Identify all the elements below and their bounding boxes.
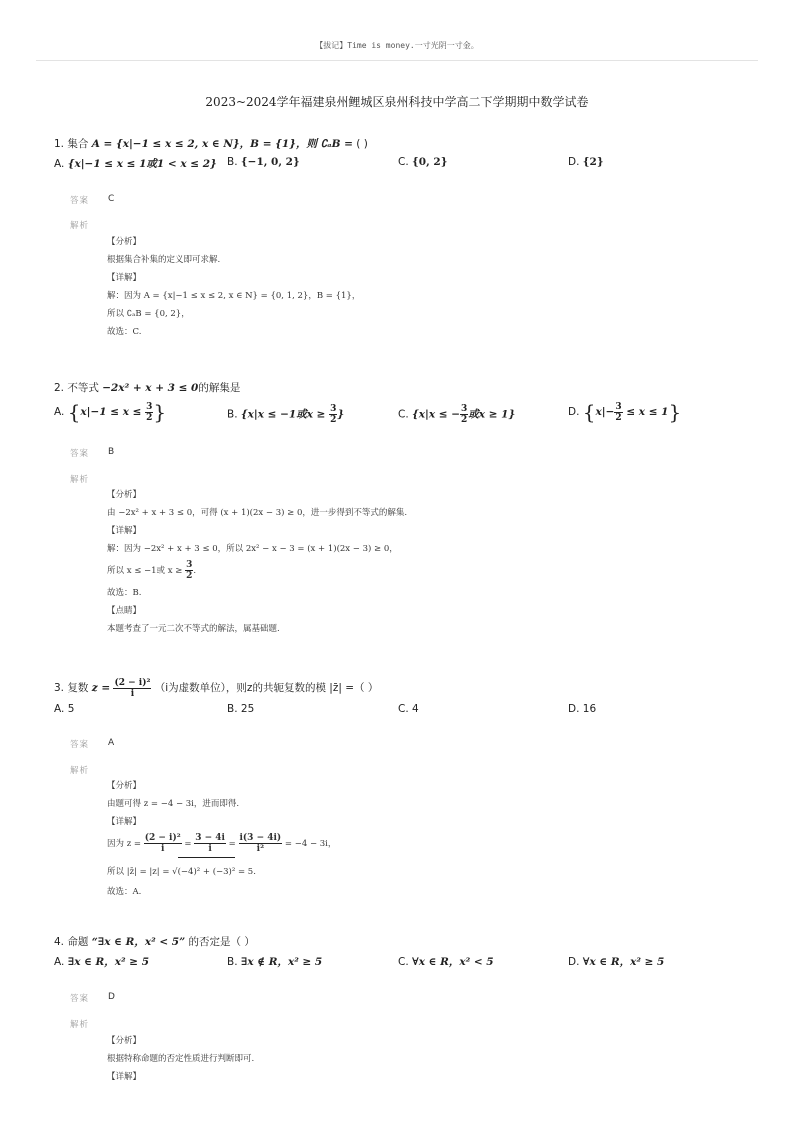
option-b: B. 25 [227, 703, 255, 715]
options [54, 156, 754, 174]
option-b: B. {x|x ≤ −1或x ≥ $\frac{3}{2}$ } [227, 404, 345, 425]
question-stem: 3. 复数 z = $\frac{\text{(2 − i)²}}{i}$ （i为虚数单位），则z的共轭复数的模 |z̄| =（ ） [54, 677, 379, 699]
question-4 [54, 934, 754, 972]
analysis-label: 解析 [70, 1020, 90, 1030]
option-b: B. ∃x ∉ R，x² ≥ 5 [227, 956, 323, 968]
explanation-2: 【分析】 由 −2x² + x + 3 ≤ 0，可得 (x + 1)(2x − 3) ≥ 0，进一步得到不等式的解集. 【详解】 解：因为 −2x² + x + 3 ≤ 0，所以 2x² − x − 3 = (x + 1)(2x − 3) ≥ 0， 所以 x ≤ −1或 x ≥ $\frac{3}{2}$ . 故选：B. 【点睛】 本题考查了一元二次不等式的解法，属基础题. [107, 490, 408, 634]
question-1 [54, 136, 754, 174]
header-note: 【拔记】Time is money.一寸光阴一寸金。 [315, 41, 479, 50]
page-title: 2023~2024学年福建泉州鲤城区泉州科技中学高二下学期期中数学试卷 [205, 95, 589, 109]
option-c: C. ∀x ∈ R，x² < 5 [398, 956, 494, 968]
answer-value: A [108, 738, 115, 748]
option-a: A. ∃x ∈ R，x² ≥ 5 [54, 956, 150, 968]
answer-label: 答案 [70, 196, 90, 206]
analysis-label: 解析 [70, 766, 90, 776]
options [54, 703, 754, 721]
analysis-label: 解析 [70, 475, 90, 485]
option-c: C. 4 [398, 703, 419, 715]
answer-label: 答案 [70, 994, 90, 1004]
answer-value: D [108, 992, 115, 1002]
question-stem: 1. 集合 A = {x|−1 ≤ x ≤ 2, x ∈ N}，B = {1}，则 ∁ₐB = ( ) [54, 138, 368, 150]
option-b: B. {−1, 0, 2} [227, 156, 300, 168]
options [54, 954, 754, 972]
option-d: D. {2} [568, 156, 604, 168]
answer-value: C [108, 194, 115, 204]
option-d: D. {x|− $\frac{3}{2}$ ≤ x ≤ 1} [568, 400, 682, 424]
explanation-3: 【分析】 由题可得 z = −4 − 3i，进而即得. 【详解】 因为 z = $\frac{\text{(2 − i)²}}{i}$ = $\frac{3 - 4i}{i}$ = $\frac{i(3 - 4i)}{\text{i²}}$ = −4 − 3i， 所以 |z̄| = |z| = √(−4)² + (−3)² = 5. 故选：A. [107, 781, 337, 897]
question-3 [54, 677, 754, 721]
question-stem: 4. 命题 “∃x ∈ R，x² < 5” 的否定是（ ） [54, 936, 255, 948]
option-a: A. {x|−1 ≤ x ≤ $\frac{3}{2}$ } [54, 400, 167, 424]
option-c: C. {0, 2} [398, 156, 448, 168]
option-a: A. 5 [54, 703, 75, 715]
header-divider [36, 60, 758, 61]
question-stem: 2. 不等式 −2x² + x + 3 ≤ 0的解集是 [54, 382, 241, 394]
answer-value: B [108, 447, 115, 457]
option-d: D. ∀x ∈ R，x² ≥ 5 [568, 956, 665, 968]
question-2 [54, 380, 754, 428]
answer-label: 答案 [70, 449, 90, 459]
options [54, 400, 754, 428]
option-c: C. {x|x ≤ − $\frac{3}{2}$ 或x ≥ 1} [398, 404, 516, 425]
option-a: A. {x|−1 ≤ x ≤ 1或1 < x ≤ 2} [54, 158, 217, 170]
explanation-1: 【分析】 根据集合补集的定义即可求解. 【详解】 解：因为 A = {x|−1 ≤ x ≤ 2, x ∈ N} = {0, 1, 2}，B = {1}， 所以 ∁ₐB = {0, 2}， 故选：C. [107, 237, 361, 337]
explanation-4: 【分析】 根据特称命题的否定性质进行判断即可. 【详解】 [107, 1036, 255, 1082]
answer-label: 答案 [70, 740, 90, 750]
analysis-label: 解析 [70, 221, 90, 231]
option-d: D. 16 [568, 703, 597, 715]
